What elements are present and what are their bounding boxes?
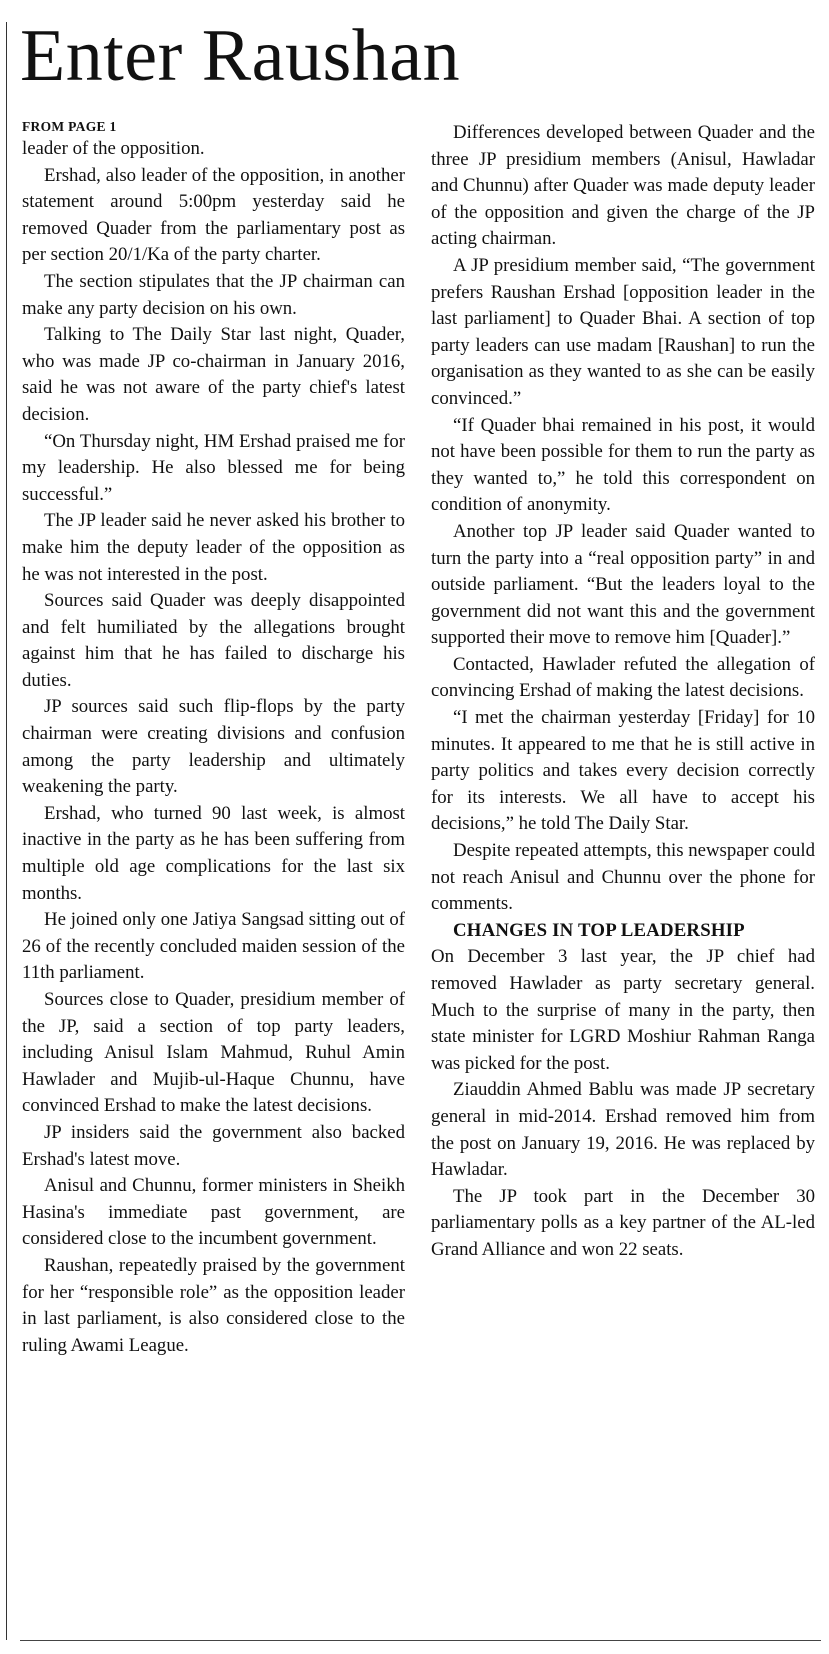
paragraph: JP insiders said the government also backed Ershad's latest move. — [22, 1121, 405, 1170]
paragraph: “I met the chairman yesterday [Friday] for 10 minutes. It appeared to me that he is still active in party politics and takes every decision correctly for its interests. We all have to accept his decisions,” he told The Daily Star. — [431, 707, 815, 835]
paragraph: “If Quader bhai remained in his post, it would not have been possible for them to run the party as they wanted to,” he told this correspondent on condition of anonymity. — [431, 414, 815, 516]
paragraph: Sources close to Quader, presidium member of the JP, said a section of top party leaders, including Anisul Islam Mahmud, Ruhul Amin Hawlader and Mujib-ul-Haque Chunnu, have convinced Ershad to make the latest decisions. — [22, 989, 405, 1117]
left-column — [22, 118, 405, 1359]
left-column-rule — [6, 22, 7, 1640]
paragraph: Ziauddin Ahmed Bablu was made JP secretary general in mid-2014. Ershad removed him from the post on January 19, 2016. He was replaced by Hawladar. — [431, 1079, 815, 1181]
paragraph: The JP leader said he never asked his brother to make him the deputy leader of the opposition as he was not interested in the post. — [22, 510, 405, 585]
paragraph: Contacted, Hawlader refuted the allegation of convincing Ershad of making the latest decisions. — [431, 653, 815, 702]
paragraph: “On Thursday night, HM Ershad praised me for my leadership. He also blessed me for being successful.” — [22, 430, 405, 505]
paragraph: The JP took part in the December 30 parliamentary polls as a key partner of the AL-led Grand Alliance and won 22 seats. — [431, 1185, 815, 1260]
bottom-rule — [20, 1640, 821, 1641]
paragraph: JP sources said such flip-flops by the party chairman were creating divisions and confusion among the party leadership and ultimately weakening the party. — [22, 696, 405, 798]
paragraph: Differences developed between Quader and the three JP presidium members (Anisul, Hawladar and Chunnu) after Quader was made deputy leader of the opposition and given the charge of the JP acting chairman. — [431, 122, 815, 250]
paragraph: Ershad, who turned 90 last week, is almost inactive in the party as he has been suffering from multiple old age complications for the last six months. — [22, 802, 405, 904]
right-column — [431, 120, 815, 1264]
paragraph: Raushan, repeatedly praised by the government for her “responsible role” as the opposition leader in last parliament, is also considered close to the ruling Awami League. — [22, 1254, 405, 1356]
paragraph: A JP presidium member said, “The government prefers Raushan Ershad [opposition leader in the last parliament] to Quader Bhai. A section of top party leaders can use madam [Raushan] to run the organisation as they wanted to as she can be easily convinced.” — [431, 254, 815, 409]
paragraph: Despite repeated attempts, this newspaper could not reach Anisul and Chunnu over the phone for comments. — [431, 840, 815, 915]
paragraph: Another top JP leader said Quader wanted to turn the party into a “real opposition party” in and outside parliament. “But the leaders loyal to the government did not want this and the government supported their move to remove him [Quader].” — [431, 520, 815, 649]
paragraph: Ershad, also leader of the opposition, in another statement around 5:00pm yesterday said he removed Quader from the parliamentary post as per section 20/1/Ka of the party charter. — [22, 164, 405, 266]
kicker-from-page: FROM PAGE 1 — [22, 119, 117, 134]
section-subhead: CHANGES IN TOP LEADERSHIP — [453, 919, 745, 941]
paragraph: Sources said Quader was deeply disappointed and felt humiliated by the allegations brought against him that he has failed to discharge his duties. — [22, 590, 405, 691]
paragraph: leader of the opposition. — [22, 138, 205, 159]
paragraph: On December 3 last year, the JP chief had removed Hawlader as party secretary general. Much to the surprise of many in the party, then state minister for LGRD Moshiur Rahman Ranga was picked for the post. — [431, 946, 815, 1074]
paragraph: He joined only one Jatiya Sangsad sitting out of 26 of the recently concluded maiden session of the 11th parliament. — [22, 909, 405, 984]
paragraph: Anisul and Chunnu, former ministers in Sheikh Hasina's immediate past government, are considered close to the incumbent government. — [22, 1175, 405, 1250]
headline: Enter Raushan — [20, 15, 461, 97]
paragraph: Talking to The Daily Star last night, Quader, who was made JP co-chairman in January 2016, said he was not aware of the party chief's latest decision. — [22, 324, 405, 425]
paragraph: The section stipulates that the JP chairman can make any party decision on his own. — [22, 270, 405, 319]
